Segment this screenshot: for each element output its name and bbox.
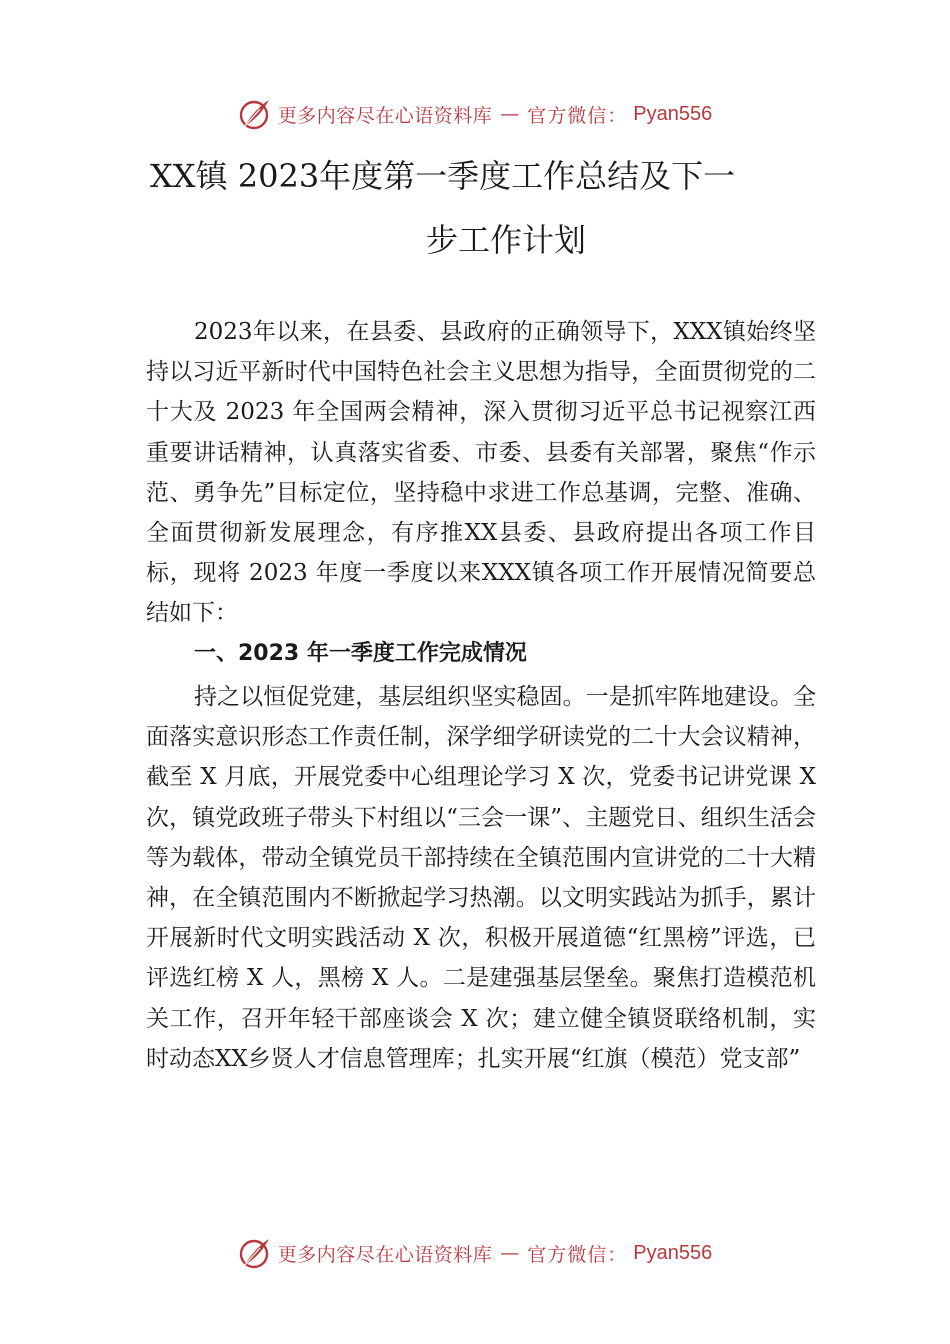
watermark-wechat-label: 官方微信： — [527, 1243, 628, 1266]
watermark-text: 更多内容尽在心语资料库 — [277, 1243, 493, 1266]
feather-logo-icon — [238, 97, 272, 131]
watermark-dash: — — [500, 103, 520, 125]
watermark-wechat-id: Pyan556 — [633, 102, 713, 125]
watermark-wechat-id: Pyan556 — [633, 1241, 713, 1264]
header-watermark — [0, 94, 950, 134]
intro-paragraph: 2023年以来，在县委、县政府的正确领导下，XXX镇始终坚持以习近平新时代中国特色社会主义思想为指导，全面贯彻党的二十大及 2023 年全国两会精神，深入贯彻习近平总书记视察江西重要讲话精神，认真落实省委、市委、县委有关部署，聚焦“作示范、勇争先”目标定位，坚持稳中求进工作总基调，完整、准确、全面贯彻新发展理念，有序推XX县委、县政府提出各项工作目标，现将 2023 年度一季度以来XXX镇各项工作开展情况简要总结如下： — [146, 319, 816, 627]
watermark-dash: — — [500, 1242, 520, 1264]
watermark-wechat-label: 官方微信： — [527, 104, 628, 127]
section-paragraph: 持之以恒促党建，基层组织坚实稳固。一是抓牢阵地建设。全面落实意识形态工作责任制，深学细学研读党的二十大会议精神，截至 X 月底，开展党委中心组理论学习 X 次，党委书记讲党课 X 次，镇党政班子带头下村组以“三会一课”、主题党日、组织生活会等为载体，带动全镇党员干部持续在全镇范围内宣讲党的二十大精神，在全镇范围内不断掀起学习热潮。以文明实践站为抓手，累计开展新时代文明实践活动 X 次，积极开展道德“红黑榜”评选，已评选红榜 X 人，黑榜 X 人。二是建强基层堡垒。聚焦打造模范机关工作，召开年轻干部座谈会 X 次；建立健全镇贤联络机制，实时动态XX乡贤人才信息管理库；扎实开展“红旗（模范）党支部” — [146, 684, 816, 1072]
section-heading: 一、2023 年一季度工作完成情况 — [194, 641, 527, 666]
feather-logo-icon — [238, 1236, 272, 1270]
document-title-line-1: XX镇 2023年度第一季度工作总结及下一 — [150, 157, 736, 195]
watermark-text: 更多内容尽在心语资料库 — [277, 104, 493, 127]
footer-watermark — [0, 1233, 950, 1273]
document-title-line-2: 步工作计划 — [425, 221, 586, 259]
